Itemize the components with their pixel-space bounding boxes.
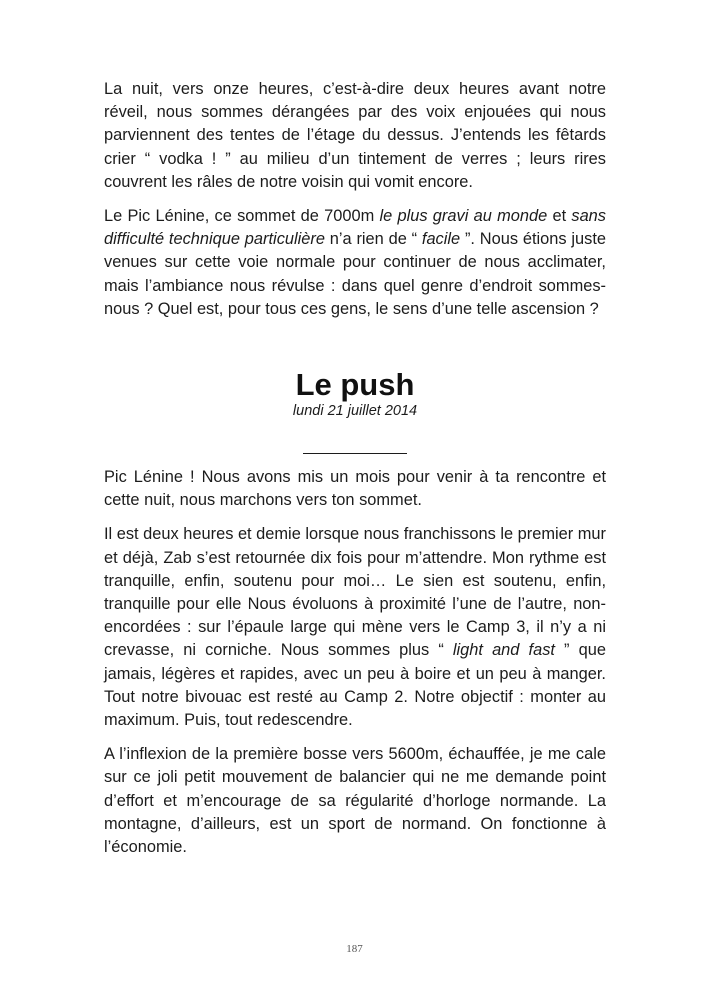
text-run: et [547,207,572,226]
intro-paragraph-1: La nuit, vers onze heures, c’est-à-dire deux heures avant notre réveil, nous sommes dérangées par des voix enjouées qui nous parviennent des tentes de l’étage du dessus. J’entends les fêtards crier “ vodka ! ” au milieu d’un tintement de verres ; leurs rires couvrent les râles de notre voisin qui vomit encore. [104,80,606,191]
intro-paragraph-2 [104,205,606,321]
text-run: Le Pic Lénine, ce sommet de 7000m [104,207,380,226]
emphasis: light and fast [452,641,555,660]
page-content [104,78,606,859]
chapter-heading [104,368,606,454]
body-paragraph-3: A l’inflexion de la première bosse vers 5600m, échauffée, je me cale sur ce joli petit mouvement de balancier qui ne me demande point d’effort et m’encourage de sa régularité d’horloge normande. La montagne, d’ailleurs, est un sport de normand. On fonctionne à l’économie. [104,745,606,857]
emphasis: facile [421,230,461,249]
emphasis: sans difficulté technique particulière [104,207,606,249]
text-run: ” que jamais, légères et rapides, avec un peu à boire et un peu à manger. Tout notre bivouac est resté au Camp 2. Notre objectif : monter au maximum. Puis, tout redescendre. [104,641,606,730]
chapter-date: lundi 21 juillet 2014 [292,403,418,420]
separator-rule [303,453,407,454]
text-run: ”. Nous étions juste venues sur cette voie normale pour continuer de nous acclimater, mais l’ambiance nous révulse : dans quel genre d’endroit sommes-nous ? Quel est, pour tous ces gens, le sens d’une telle ascension ? [104,230,606,318]
body-paragraph-2 [104,523,606,732]
chapter-title: Le push [295,367,415,403]
text-run: n’a rien de “ [324,230,422,249]
emphasis: le plus gravi au monde [379,207,548,226]
body-paragraph-1: Pic Lénine ! Nous avons mis un mois pour venir à ta rencontre et cette nuit, nous marchons vers ton sommet. [104,468,606,510]
page-number: 187 [346,943,363,955]
text-run: Il est deux heures et demie lorsque nous franchissons le premier mur et déjà, Zab s’est retournée dix fois pour m’attendre. Mon rythme est tranquille, enfin, soutenu pour moi… Le sien est soutenu, enfin, tranquille pour elle Nous évoluons à proximité l’une de l’autre, non-encordées : sur l’épaule large qui mène vers le Camp 3, il n’y a ni crevasse, ni corniche. Nous sommes plus “ [104,525,606,660]
